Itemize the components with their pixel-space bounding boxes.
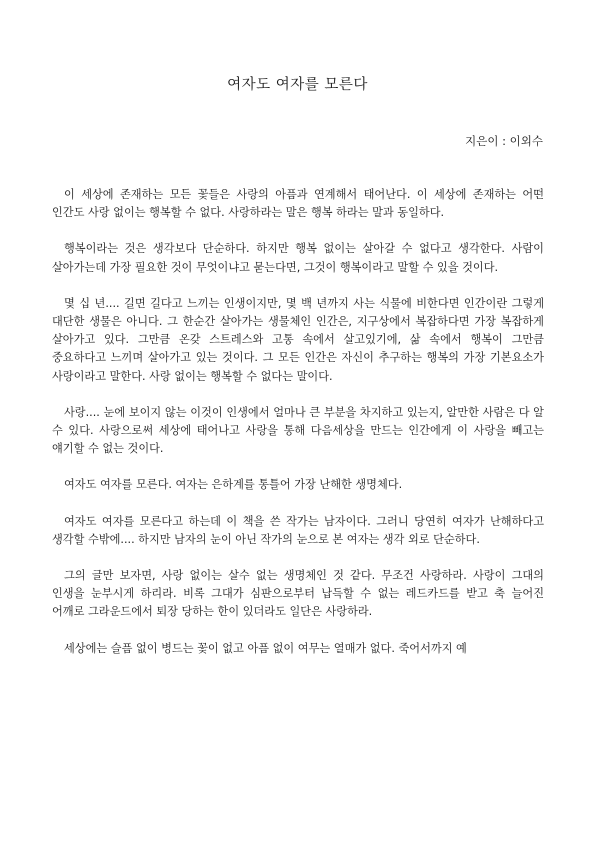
paragraph: 사랑.... 눈에 보이지 않는 이것이 인생에서 얼마나 큰 부분을 차지하고 있는지, 알만한 사람은 다 알 수 있다. 사랑으로써 세상에 태어나고 사랑을 통해 다음세상을 만드는 인간에게 이 사랑을 빼고는 얘기할 수 없는 것이다. bbox=[52, 405, 544, 456]
paragraph: 세상에는 슬픔 없이 병드는 꽃이 없고 아픔 없이 여무는 열매가 없다. 죽어서까지 예 bbox=[64, 641, 467, 655]
document-body bbox=[52, 186, 544, 676]
paragraph: 여자도 여자를 모른다고 하는데 이 책을 쓴 작가는 남자이다. 그러니 당연히 여자가 난해하다고 생각할 수밖에.... 하지만 남자의 눈이 아닌 작가의 눈으로 본 여자는 생각 외로 단순하다. bbox=[52, 514, 544, 546]
paragraph: 그의 글만 보자면, 사랑 없이는 살수 없는 생명체인 것 같다. 무조건 사랑하라. 사랑이 그대의 인생을 눈부시게 하리라. 비록 그대가 심판으로부터 납득할 수 없는 레드카드를 받고 축 늘어진 어깨로 그라운드에서 퇴장 당하는 한이 있더라도 일단은 사랑하라. bbox=[52, 569, 544, 619]
paragraph: 행복이라는 것은 생각보다 단순하다. 하지만 행복 없이는 살아갈 수 없다고 생각한다. 사람이 살아가는데 가장 필요한 것이 무엇이냐고 묻는다면, 그것이 행복이라고 말할 수 있을 것이다. bbox=[52, 242, 544, 274]
paragraph: 몇 십 년.... 길면 길다고 느끼는 인생이지만, 몇 백 년까지 사는 식물에 비한다면 인간이란 그렇게 대단한 생물은 아니다. 그 한순간 살아가는 생물체인 인간은, 지구상에서 복잡하다면 가장 복잡하게 살아가고 있다. 그만큼 온갖 스트레스와 고통 속에서 살고있기에, 삶 속에서 행복이 그만큼 중요하다고 느끼며 살아가고 있는 것이다. 그 모든 인간은 자신이 추구하는 행복의 가장 기본요소가 사랑이라고 말한다. 사랑 없이는 행복할 수 없다는 말이다. bbox=[52, 296, 544, 383]
document-title: 여자도 여자를 모른다 bbox=[227, 77, 368, 93]
paragraph: 여자도 여자를 모른다. 여자는 은하계를 통틀어 가장 난해한 생명체다. bbox=[64, 478, 403, 492]
paragraph: 이 세상에 존재하는 모든 꽃들은 사랑의 아픔과 연계해서 태어난다. 이 세상에 존재하는 어떤 인간도 사랑 없이는 행복할 수 없다. 사랑하라는 말은 행복 하라는 말과 동일하다. bbox=[52, 188, 544, 220]
author-line: 지은이 : 이외수 bbox=[465, 134, 543, 148]
